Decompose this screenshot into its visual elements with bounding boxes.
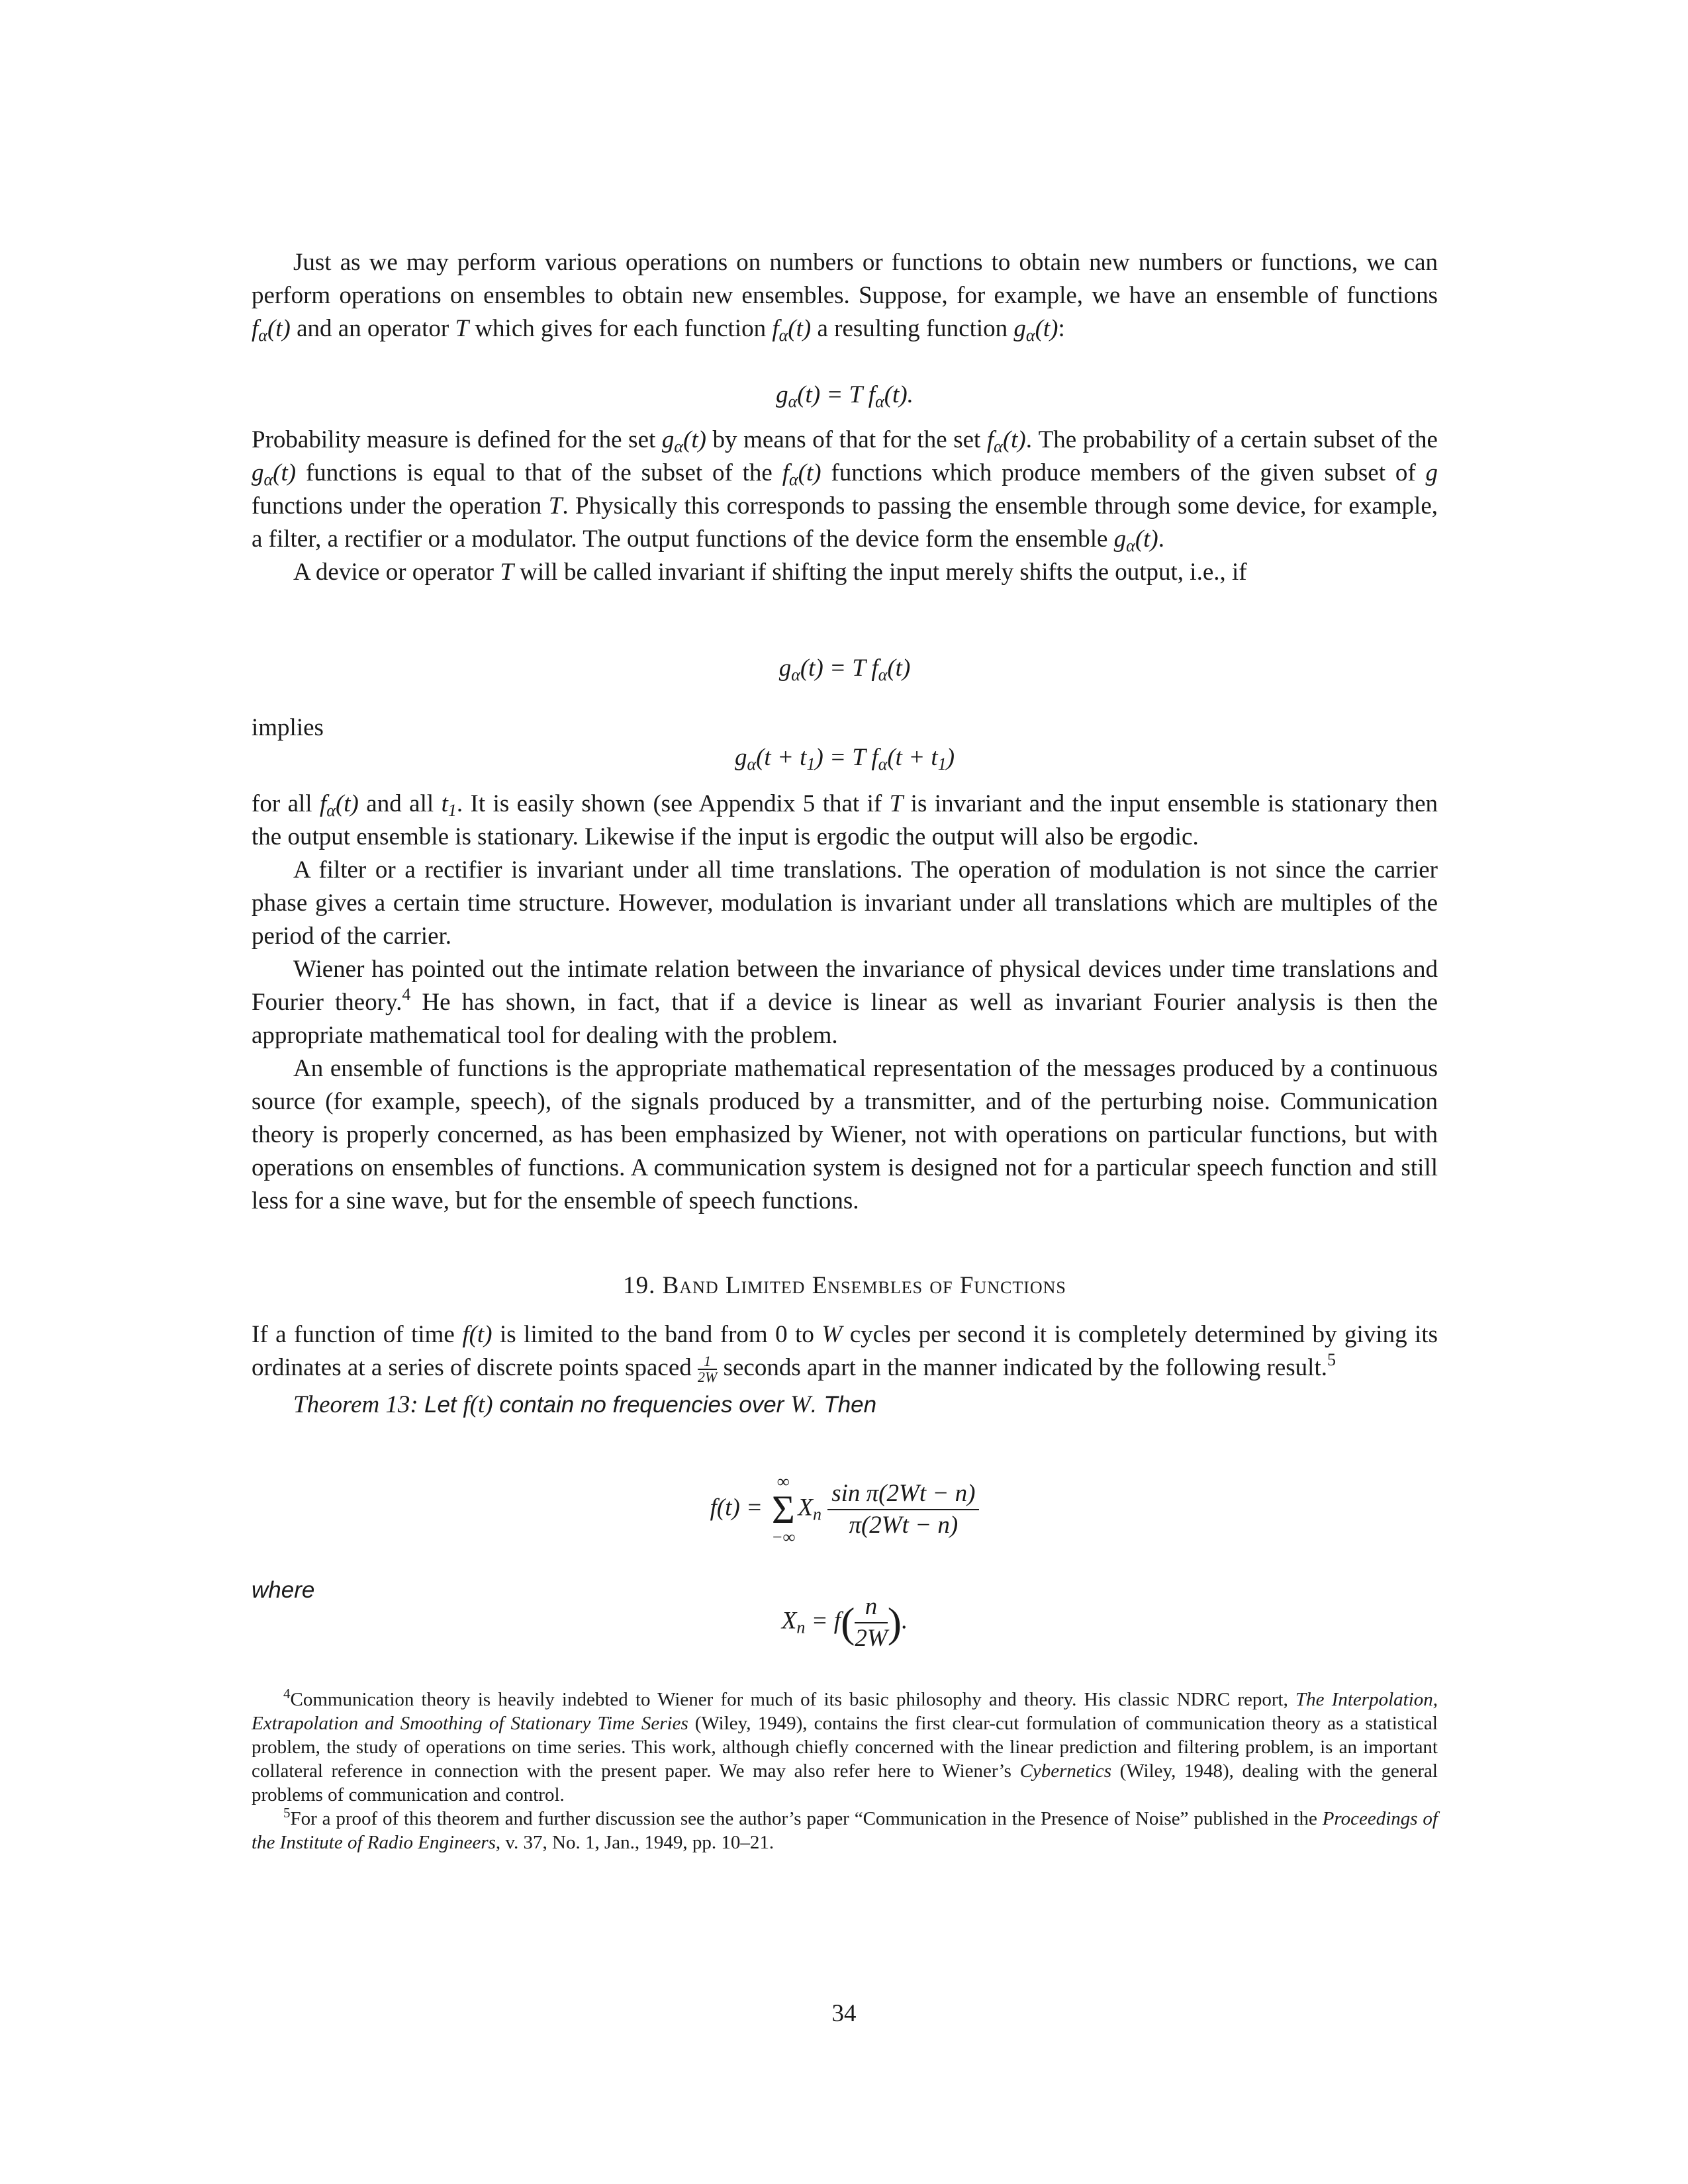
text: . Physically this corresponds to passing the ensemble through some device, for example, a filter, a rectifier or a modulator. The output functions of the device form the ensemble: [252, 492, 1438, 553]
text: functions is equal to that of the subset of the: [296, 459, 782, 486]
math-W: W: [790, 1391, 811, 1418]
text: . Then: [810, 1392, 877, 1418]
text: for all: [252, 790, 320, 817]
math-T: T: [500, 559, 514, 586]
text: and all: [358, 790, 442, 817]
math-f-alpha: $f_\alpha(t)$: [320, 790, 359, 820]
text: implies: [252, 714, 324, 741]
text: by means of that for the set: [706, 426, 987, 453]
text: functions which produce members of the given subset of: [821, 459, 1426, 486]
footnote-5: $^5$For a proof of this theorem and further discussion see the author’s paper “Communication in the Presence of Noise” published in the Proceedings of the Institute of Radio Engineers, v. 37, No. 1, Jan., 1949, pp. 10–21.: [252, 1805, 1438, 1853]
math-f-t: f(t): [462, 1321, 492, 1348]
equation-2: $g_\alpha(t) = T$ $f_\alpha(t)$: [778, 655, 911, 684]
paragraph-7: [252, 1318, 1438, 1422]
page-number: 34: [831, 2000, 857, 2027]
footnote-ref-4[interactable]: 4: [402, 985, 411, 1004]
text: Probability measure is defined for the set: [252, 426, 662, 453]
text: . It is easily shown (see Appendix 5 that if: [456, 790, 890, 817]
paragraph-1: [252, 246, 1438, 345]
text: a resulting function: [811, 315, 1014, 342]
text: which gives for each function: [469, 315, 773, 342]
text: Wiener has pointed out the intimate relation between the invariance of physical devices under time translations and Fourier theory.: [252, 956, 1438, 1016]
equation-5: $X_n = f$( $\frac{n}{2W}$ ).: [252, 1592, 1438, 1654]
footnotes: [252, 1688, 1438, 1854]
math-f-alpha: $f_\alpha(t)$: [782, 459, 821, 489]
paragraph-implies: [252, 711, 1438, 745]
paragraph-3: [252, 788, 1438, 1218]
section-heading: [252, 1269, 1438, 1302]
math-T: T: [548, 492, 563, 520]
fraction-1-over-2W: $\frac{1}{2W}$: [698, 1353, 718, 1385]
fraction-n-over-2W: $\frac{n}{2W}$: [855, 1593, 888, 1652]
equation-3: $g_\alpha(t + t_1) = T$ $f_\alpha(t + t_1)$: [734, 744, 955, 774]
math-f-alpha: $f_\alpha(t)$: [772, 315, 812, 345]
text: .: [1158, 525, 1165, 553]
text: . The probability of a certain subset of the: [1025, 426, 1438, 453]
text: A device or operator: [293, 559, 500, 586]
text: Let: [424, 1392, 463, 1418]
math-g-alpha: $g_\alpha(t)$: [661, 426, 706, 456]
fraction-sinc: $\frac{\text{sin π(2Wt − n)}}{\pi(2Wt - n)}$: [827, 1479, 979, 1541]
footnote-ref-5[interactable]: 5: [1327, 1350, 1336, 1369]
text: where: [252, 1577, 315, 1603]
equation-4: f(t) = ∞ Σ −∞ $X_n$ $\frac{\text{sin π(2Wt − n)}}{\pi(2Wt - n)}$: [252, 1473, 1438, 1547]
paragraph-2: [252, 424, 1438, 589]
math-g: g: [1425, 459, 1438, 486]
text: is invariant and the input ensemble is stationary then the output ensemble is stationary. Likewise if the input is ergodic the output will also be ergodic.: [252, 790, 1438, 850]
math-f-t: f(t): [463, 1391, 493, 1418]
text: cycles per second it is completely determined by giving its ordinates at a series of discrete points spaced: [252, 1321, 1438, 1381]
math-g-alpha: $g_\alpha(t)$: [1113, 525, 1158, 555]
math-g-alpha: $g_\alpha(t)$: [1013, 315, 1058, 345]
text: :: [1058, 315, 1065, 342]
math-T: T: [889, 790, 904, 817]
equation-1: $g_\alpha(t) = T$ $f_\alpha(t)$.: [776, 381, 914, 411]
math-T: T: [455, 315, 469, 342]
text: contain no frequencies over: [492, 1392, 791, 1418]
text: functions under the operation: [252, 492, 549, 520]
section-title: Band Limited Ensembles of Functions: [662, 1272, 1066, 1299]
section-number: 19.: [623, 1272, 656, 1299]
math-f-alpha: $f_\alpha(t)$: [986, 426, 1026, 456]
text: will be called invariant if shifting the input merely shifts the output, i.e., if: [513, 559, 1247, 586]
math-g-alpha: $g_\alpha(t)$: [252, 459, 297, 489]
math-t1: $t_1$: [441, 790, 457, 820]
text: He has shown, in fact, that if a device is linear as well as invariant Fourier analysis is then the appropriate mathematical tool for dealing with the problem.: [252, 989, 1438, 1049]
paragraph-6: An ensemble of functions is the appropriate mathematical representation of the messages produced by a continuous source (for example, speech), of the signals produced by a transmitter, and of the perturbing noise. Communication theory is properly concerned, as has been emphasized by Wiener, not with operations on particular functions, but with operations on ensembles of functions. A communication system is designed not for a particular speech function and still less for a sine wave, but for the ensemble of speech functions.: [252, 1055, 1438, 1214]
text: is limited to the band from 0 to: [492, 1321, 822, 1348]
text: If a function of time: [252, 1321, 463, 1348]
text: seconds apart in the manner indicated by the following result.: [717, 1354, 1327, 1381]
paragraph-4: A filter or a rectifier is invariant under all time translations. The operation of modulation is not since the carrier phase gives a certain time structure. However, modulation is invariant under all translations which are multiples of the period of the carrier.: [252, 856, 1438, 950]
theorem-label: Theorem 13:: [293, 1391, 418, 1418]
text: and an operator: [290, 315, 455, 342]
footnote-4: $^4$Communication theory is heavily indebted to Wiener for much of its basic philosophy and theory. His classic NDRC report, The Interpolation, Extrapolation and Smoothing of Stationary Time Series (Wiley, 1949), contains the first clear-cut formulation of communication theory as a statistical problem, the study of operations on time series. This work, although chiefly concerned with the linear prediction and filtering problem, is an important collateral reference in connection with the present paper. We may also refer here to Wiener’s Cybernetics (Wiley, 1948), dealing with the general problems of communication and control.: [252, 1686, 1438, 1805]
text: Just as we may perform various operations on numbers or functions to obtain new numbers or functions, we can perform operations on ensembles to obtain new ensembles. Suppose, for example, we have an ensemble of functions: [252, 249, 1438, 309]
summation: ∞ Σ −∞: [771, 1472, 796, 1547]
math-W: W: [821, 1321, 843, 1348]
math-f-alpha: $f_\alpha(t)$: [252, 315, 291, 345]
